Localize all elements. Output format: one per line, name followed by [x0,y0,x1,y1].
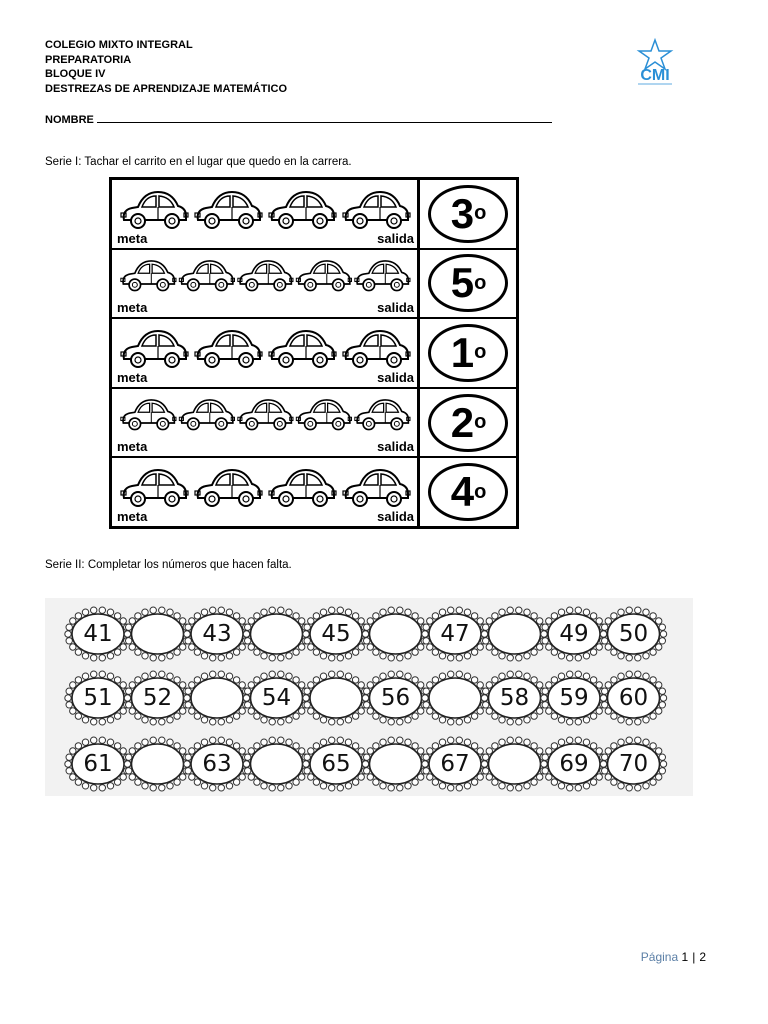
place-badge [428,254,508,312]
serie2-title: Serie II: Completar los números que hacen falta. [45,559,292,571]
grade-level: PREPARATORIA [45,53,132,66]
number-cell: 47 [440,621,470,647]
number-cell: 61 [83,751,113,777]
number-cell: 69 [559,751,589,777]
race-place-cell [420,250,516,318]
page-total: 2 [699,950,706,964]
car-icon[interactable] [343,331,410,367]
car-icon[interactable] [121,470,188,506]
worksheet-title: DESTREZAS DE APRENDIZAJE MATEMÁTICO [45,82,288,95]
race-place-cell [420,319,516,387]
name-blank-line[interactable] [97,112,552,123]
start-label: salida [377,439,414,455]
car-icon[interactable] [269,470,336,506]
blank-number-cell[interactable] [129,742,187,786]
place-badge [428,394,508,452]
ordinal-mark: o [474,202,486,225]
school-name: COLEGIO MIXTO INTEGRAL [45,39,193,51]
number-cell: 49 [559,621,589,647]
blank-number-cell[interactable] [248,612,306,656]
ordinal-mark: o [474,480,486,503]
place-badge [428,185,508,243]
number-cell: 50 [618,621,649,647]
page-number: 1 [681,950,689,964]
logo-text: CMI [640,67,670,84]
car-icon[interactable] [269,331,336,367]
car-icon[interactable] [238,261,293,291]
blank-number-cell[interactable] [367,612,425,656]
race-row [112,458,516,526]
blank-number-cell[interactable] [307,676,365,720]
blank-number-cell[interactable] [248,742,306,786]
car-icon[interactable] [355,400,410,430]
place-number: 3 [450,189,474,237]
car-icon[interactable] [121,261,176,291]
car-icon[interactable] [179,261,234,291]
race-row [112,180,516,250]
car-icon[interactable] [121,400,176,430]
car-icon[interactable] [296,400,351,430]
race-table [109,177,519,529]
number-cell: 54 [261,685,292,711]
number-cell: 65 [321,751,351,777]
place-number: 2 [450,398,474,446]
race-cars-cell [112,180,420,248]
number-cell: 43 [202,621,232,647]
race-place-cell [420,389,516,457]
page-label: Página [640,950,679,964]
race-row [112,250,516,320]
blank-number-cell[interactable] [426,676,484,720]
race-row [112,389,516,459]
blank-number-cell[interactable] [486,742,544,786]
number-cell: 51 [83,685,113,711]
number-cell: 63 [202,751,232,777]
number-cell: 60 [618,685,649,711]
place-badge [428,463,508,521]
number-cell: 41 [83,621,113,647]
place-number: 1 [450,328,474,376]
finish-label: meta [117,300,148,316]
place-number: 4 [450,468,474,516]
car-icon[interactable] [195,470,262,506]
blank-number-cell[interactable] [367,742,425,786]
page-footer: Página 1 | 2 [640,950,706,964]
number-cell: 59 [559,685,589,711]
finish-label: meta [117,369,148,385]
blank-number-cell[interactable] [129,612,187,656]
start-label: salida [377,230,414,246]
race-row [112,319,516,389]
car-icon[interactable] [195,192,262,228]
finish-label: meta [117,230,148,246]
race-cars-cell [112,389,420,457]
blank-number-cell[interactable] [188,676,246,720]
car-icon[interactable] [343,192,410,228]
race-place-cell [420,180,516,248]
race-cars-cell [112,319,420,387]
number-cell: 58 [499,685,530,711]
ordinal-mark: o [474,271,486,294]
school-header [45,38,287,96]
name-field-row [45,112,552,126]
ordinal-mark: o [474,341,486,364]
car-icon[interactable] [355,261,410,291]
blank-number-cell[interactable] [486,612,544,656]
race-cars-cell [112,458,420,526]
car-icon[interactable] [343,470,410,506]
number-cell: 70 [618,751,649,777]
start-label: salida [377,369,414,385]
star-logo-icon [630,38,680,88]
place-number: 5 [450,259,474,307]
car-icon[interactable] [121,192,188,228]
number-cell: 56 [380,685,411,711]
start-label: salida [377,300,414,316]
serie1-title: Serie I: Tachar el carrito en el lugar que quedo en la carrera. [45,156,352,168]
number-cell: 52 [142,685,173,711]
start-label: salida [377,508,414,524]
finish-label: meta [117,439,148,455]
car-icon[interactable] [269,192,336,228]
block-label: BLOQUE IV [45,68,106,80]
place-badge [428,324,508,382]
car-icon[interactable] [195,331,262,367]
number-cell: 45 [321,621,351,647]
car-icon[interactable] [121,331,188,367]
ordinal-mark: o [474,411,486,434]
car-icon[interactable] [296,261,351,291]
finish-label: meta [117,508,148,524]
race-cars-cell [112,250,420,318]
number-cell: 67 [440,751,470,777]
numbers-panel [45,598,693,796]
car-icon[interactable] [179,400,234,430]
car-icon[interactable] [238,400,293,430]
race-place-cell [420,458,516,526]
name-label: NOMBRE [45,114,94,126]
